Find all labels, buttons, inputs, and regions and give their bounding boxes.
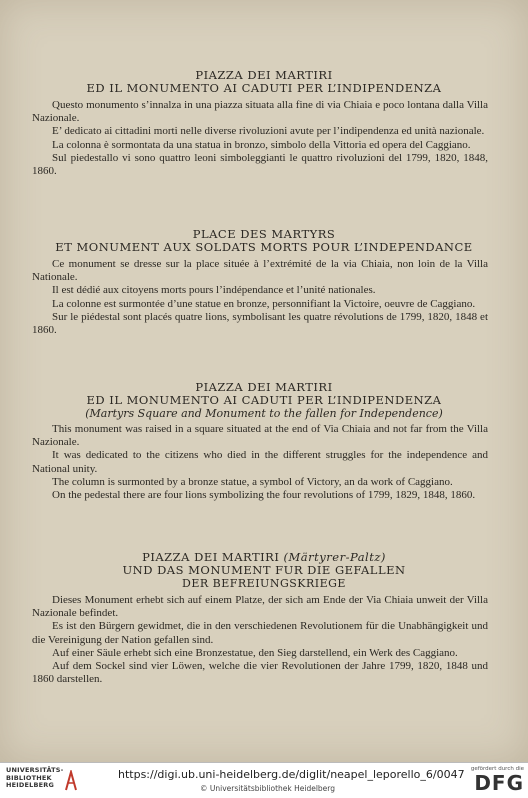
paragraph: It was dedicated to the citizens who died in the different struggles for the independence and National unity. bbox=[32, 449, 488, 475]
permalink-url[interactable]: https://digi.ub.uni-heidelberg.de/diglit/neapel_leporello_6/0047 bbox=[118, 768, 465, 781]
funder-label: gefördert durch die bbox=[470, 766, 524, 772]
logo-line: HEIDELBERG bbox=[6, 781, 55, 789]
paragraph: Dieses Monument erhebt sich auf einem Platze, der sich am Ende der Via Chiaia unweit der Villa Nazionale befindet. bbox=[32, 594, 488, 620]
section-title: PIAZZA DEI MARTIRI bbox=[195, 380, 333, 394]
section-subtitle: ED IL MONUMENTO AI CADUTI PER L’INDIPENDENZA bbox=[86, 81, 442, 95]
section-italian bbox=[0, 68, 528, 178]
viewer-footer bbox=[0, 762, 528, 798]
paragraph: Il est dédié aux citoyens morts pours l’indépendance et l’unité nationales. bbox=[52, 284, 376, 297]
funder-name: DFG bbox=[474, 771, 524, 795]
paragraph: Auf einer Säule erhebt sich eine Bronzestatue, den Sieg darstellend, ein Werk des Caggiano. bbox=[52, 646, 458, 659]
library-logo[interactable] bbox=[6, 767, 76, 795]
section-french bbox=[0, 227, 528, 337]
paragraph: Es ist den Bürgern gewidmet, die in den verschiedenen Revolutionem für die Unabhängigkeit und die Vereinigung der Nation gefallen sind. bbox=[32, 620, 488, 646]
section-subtitle: ET MONUMENT AUX SOLDATS MORTS POUR L’INDEPENDANCE bbox=[55, 240, 473, 254]
logo-line: BIBLIOTHEK bbox=[6, 773, 52, 782]
paragraph: E’ dedicato ai cittadini morti nelle diverse rivoluzioni avute per l’indipendenza ed unità nazionale. bbox=[52, 125, 485, 138]
copyright-notice: © Universitätsbibliothek Heidelberg bbox=[200, 784, 336, 793]
logo-line: UNIVERSITÄTS- bbox=[6, 766, 64, 774]
section-title-italic: (Märtyrer-Paltz) bbox=[283, 550, 386, 564]
section-title-text: PIAZZA DEI MARTIRI bbox=[142, 550, 280, 564]
paragraph: Auf dem Sockel sind vier Löwen, welche die vier Revolutionen der Jahre 1799, 1820, 1848 und 1860 darstellen. bbox=[32, 660, 488, 686]
section-title bbox=[0, 550, 528, 564]
paragraph: La colonna è sormontata da una statua in bronzo, simbolo della Vittoria ed opera del Caggiano. bbox=[52, 138, 471, 151]
section-title: PIAZZA DEI MARTIRI bbox=[195, 68, 333, 82]
paragraph: Ce monument se dresse sur la place située à l’extrémité de la via Chiaia, non loin de la Villa Nationale. bbox=[32, 258, 488, 284]
paragraph: Sul piedestallo vi sono quattro leoni simboleggianti le quattro rivoluzioni del 1799, 1820, 1848, 1860. bbox=[32, 151, 488, 178]
section-english bbox=[0, 380, 528, 502]
section-translation: (Martyrs Square and Monument to the fallen for Independence) bbox=[85, 407, 443, 420]
paragraph: This monument was raised in a square situated at the end of Via Chiaia and not far from the Villa Nazionale. bbox=[32, 423, 488, 449]
paragraph: The column is surmonted by a bronze statue, a symbol of Victory, an da work of Caggiano. bbox=[52, 475, 453, 488]
library-emblem-icon bbox=[64, 770, 78, 792]
section-subtitle: ED IL MONUMENTO AI CADUTI PER L’INDIPENDENZA bbox=[86, 393, 442, 407]
section-subtitle-2: DER BEFREIUNGSKRIEGE bbox=[182, 577, 346, 590]
section-title: PLACE DES MARTYRS bbox=[192, 227, 336, 241]
paragraph: Sur le piédestal sont placés quatre lions, symbolisant les quatre révolutions de 1799, 1820, 1848 et 1860. bbox=[32, 310, 488, 337]
section-subtitle: UND DAS MONUMENT FUR DIE GEFALLEN bbox=[122, 563, 406, 577]
paragraph: La colonne est surmontée d’une statue en bronze, personnifiant la Victoire, oeuvre de Caggiano. bbox=[52, 297, 476, 310]
dfg-logo[interactable] bbox=[470, 766, 524, 794]
section-german bbox=[0, 550, 528, 686]
paragraph: On the pedestal there are four lions symbolizing the four revolutions of 1799, 1829, 1848, 1860. bbox=[52, 489, 476, 502]
paragraph: Questo monumento s’innalza in una piazza situata alla fine di via Chiaia e poco lontana dalla Villa Nazionale. bbox=[32, 99, 488, 125]
